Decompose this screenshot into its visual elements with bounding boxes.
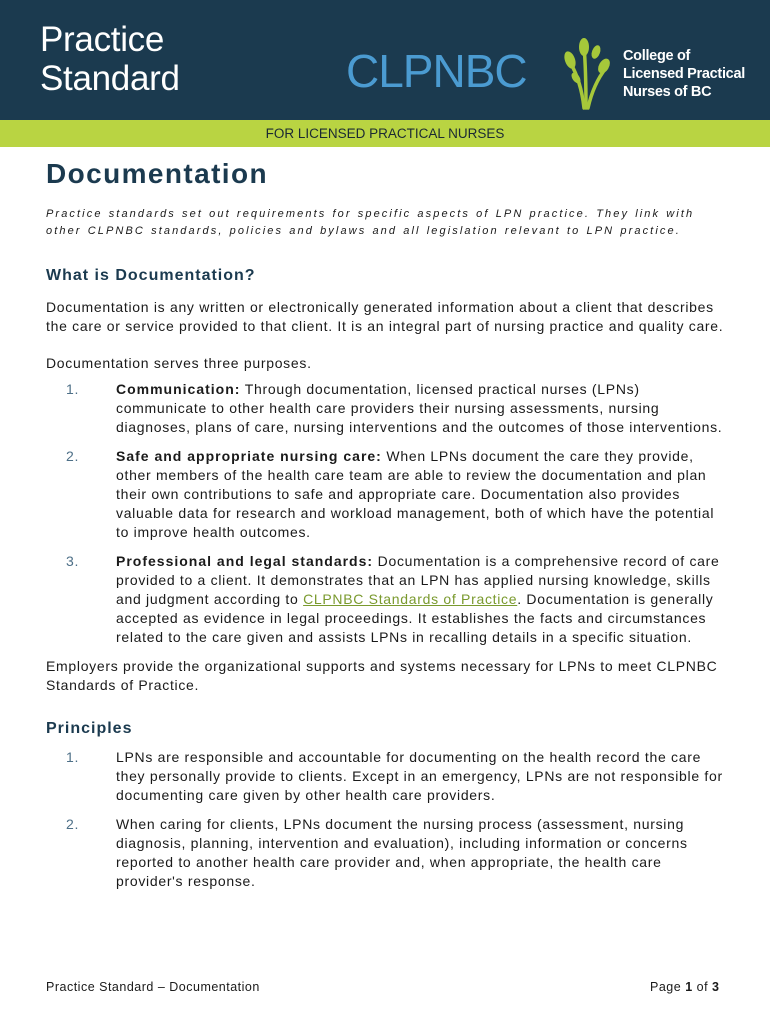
section-heading-principles: Principles xyxy=(46,720,133,737)
list-text: When LPNs document the care they provide, other members of the health care team are able to review the documentation and plan their own contributions to safe and appropriate care. Documentation also provides valuable data for research and workload management, both of which have the potential to improve health outcomes. xyxy=(116,448,715,540)
list-text: LPNs are responsible and accountable for documenting on the health record the care they personally provide to clients. Except in an emergency, LPNs are not responsible for documenting care given by other health care providers. xyxy=(116,749,723,803)
logo-description xyxy=(623,47,745,101)
standards-of-practice-link[interactable]: CLPNBC Standards of Practice xyxy=(303,591,518,607)
header-title-line1: Practice xyxy=(40,20,165,59)
list-term: Professional and legal standards: xyxy=(116,553,374,569)
list-item xyxy=(46,815,726,891)
list-number: 2. xyxy=(66,448,80,464)
list-item xyxy=(46,447,726,542)
paragraph-employers: Employers provide the organizational supports and systems necessary for LPNs to meet CLPNBC Standards of Practice. xyxy=(46,658,718,693)
list-number: 2. xyxy=(66,816,80,832)
list-term: Communication: xyxy=(116,381,241,397)
list-item xyxy=(46,748,726,805)
plant-logo-icon xyxy=(562,38,614,110)
intro-text: Practice standards set out requirements for specific aspects of LPN practice. They link with other CLPNBC standards, policies and bylaws and all legislation relevant to LPN practice. xyxy=(46,208,695,237)
list-number: 3. xyxy=(66,553,80,569)
header-title xyxy=(40,20,180,98)
page-label: Page xyxy=(650,980,682,994)
document-title: Documentation xyxy=(46,158,268,189)
principles-list xyxy=(46,748,726,891)
list-text: Documentation is a comprehensive record of care provided to a client. It demonstrates that an LPN has applied nursing knowledge, skills and judgment according to xyxy=(116,553,720,607)
list-text: When caring for clients, LPNs document the nursing process (assessment, nursing diagnosis, planning, intervention and evaluation), including information or concerns reported to another health care provider and, when appropriate, the health care provider's response. xyxy=(116,816,688,889)
paragraph-purposes-intro: Documentation serves three purposes. xyxy=(46,355,312,371)
list-text: Through documentation, licensed practical nurses (LPNs) communicate to other health care providers their nursing assessments, nursing diagnoses, plans of care, nursing interventions and the outcomes of those interventions. xyxy=(116,381,723,435)
section-heading-what-is: What is Documentation? xyxy=(46,267,256,284)
footer-page-number xyxy=(650,980,720,994)
header xyxy=(0,0,770,120)
page-current: 1 xyxy=(685,980,693,994)
list-item xyxy=(46,380,726,437)
clpnbc-logo-text: CLPNBC xyxy=(346,45,527,97)
list-number: 1. xyxy=(66,381,80,397)
header-title-line2: Standard xyxy=(40,59,180,98)
logo-desc-line3: Nurses of BC xyxy=(623,84,712,100)
page-of: of xyxy=(696,980,709,994)
list-term: Safe and appropriate nursing care: xyxy=(116,448,382,464)
list-number: 1. xyxy=(66,749,80,765)
purposes-list xyxy=(46,380,726,647)
audience-banner: FOR LICENSED PRACTICAL NURSES xyxy=(0,120,770,147)
logo-desc-line1: College of xyxy=(623,48,691,64)
list-item xyxy=(46,552,726,647)
logo-desc-line2: Licensed Practical xyxy=(623,66,745,82)
footer-document-name: Practice Standard – Documentation xyxy=(46,980,260,994)
page-total: 3 xyxy=(712,980,720,994)
list-text: . Documentation is generally accepted as evidence in legal proceedings. It establishes the facts and circumstances related to the care given and assists LPNs in recalling details in a specific situation. xyxy=(116,591,714,645)
paragraph-definition: Documentation is any written or electronically generated information about a client that describes the care or service provided to that client. It is an integral part of nursing practice and quality care. xyxy=(46,299,724,334)
document-body xyxy=(46,156,726,901)
